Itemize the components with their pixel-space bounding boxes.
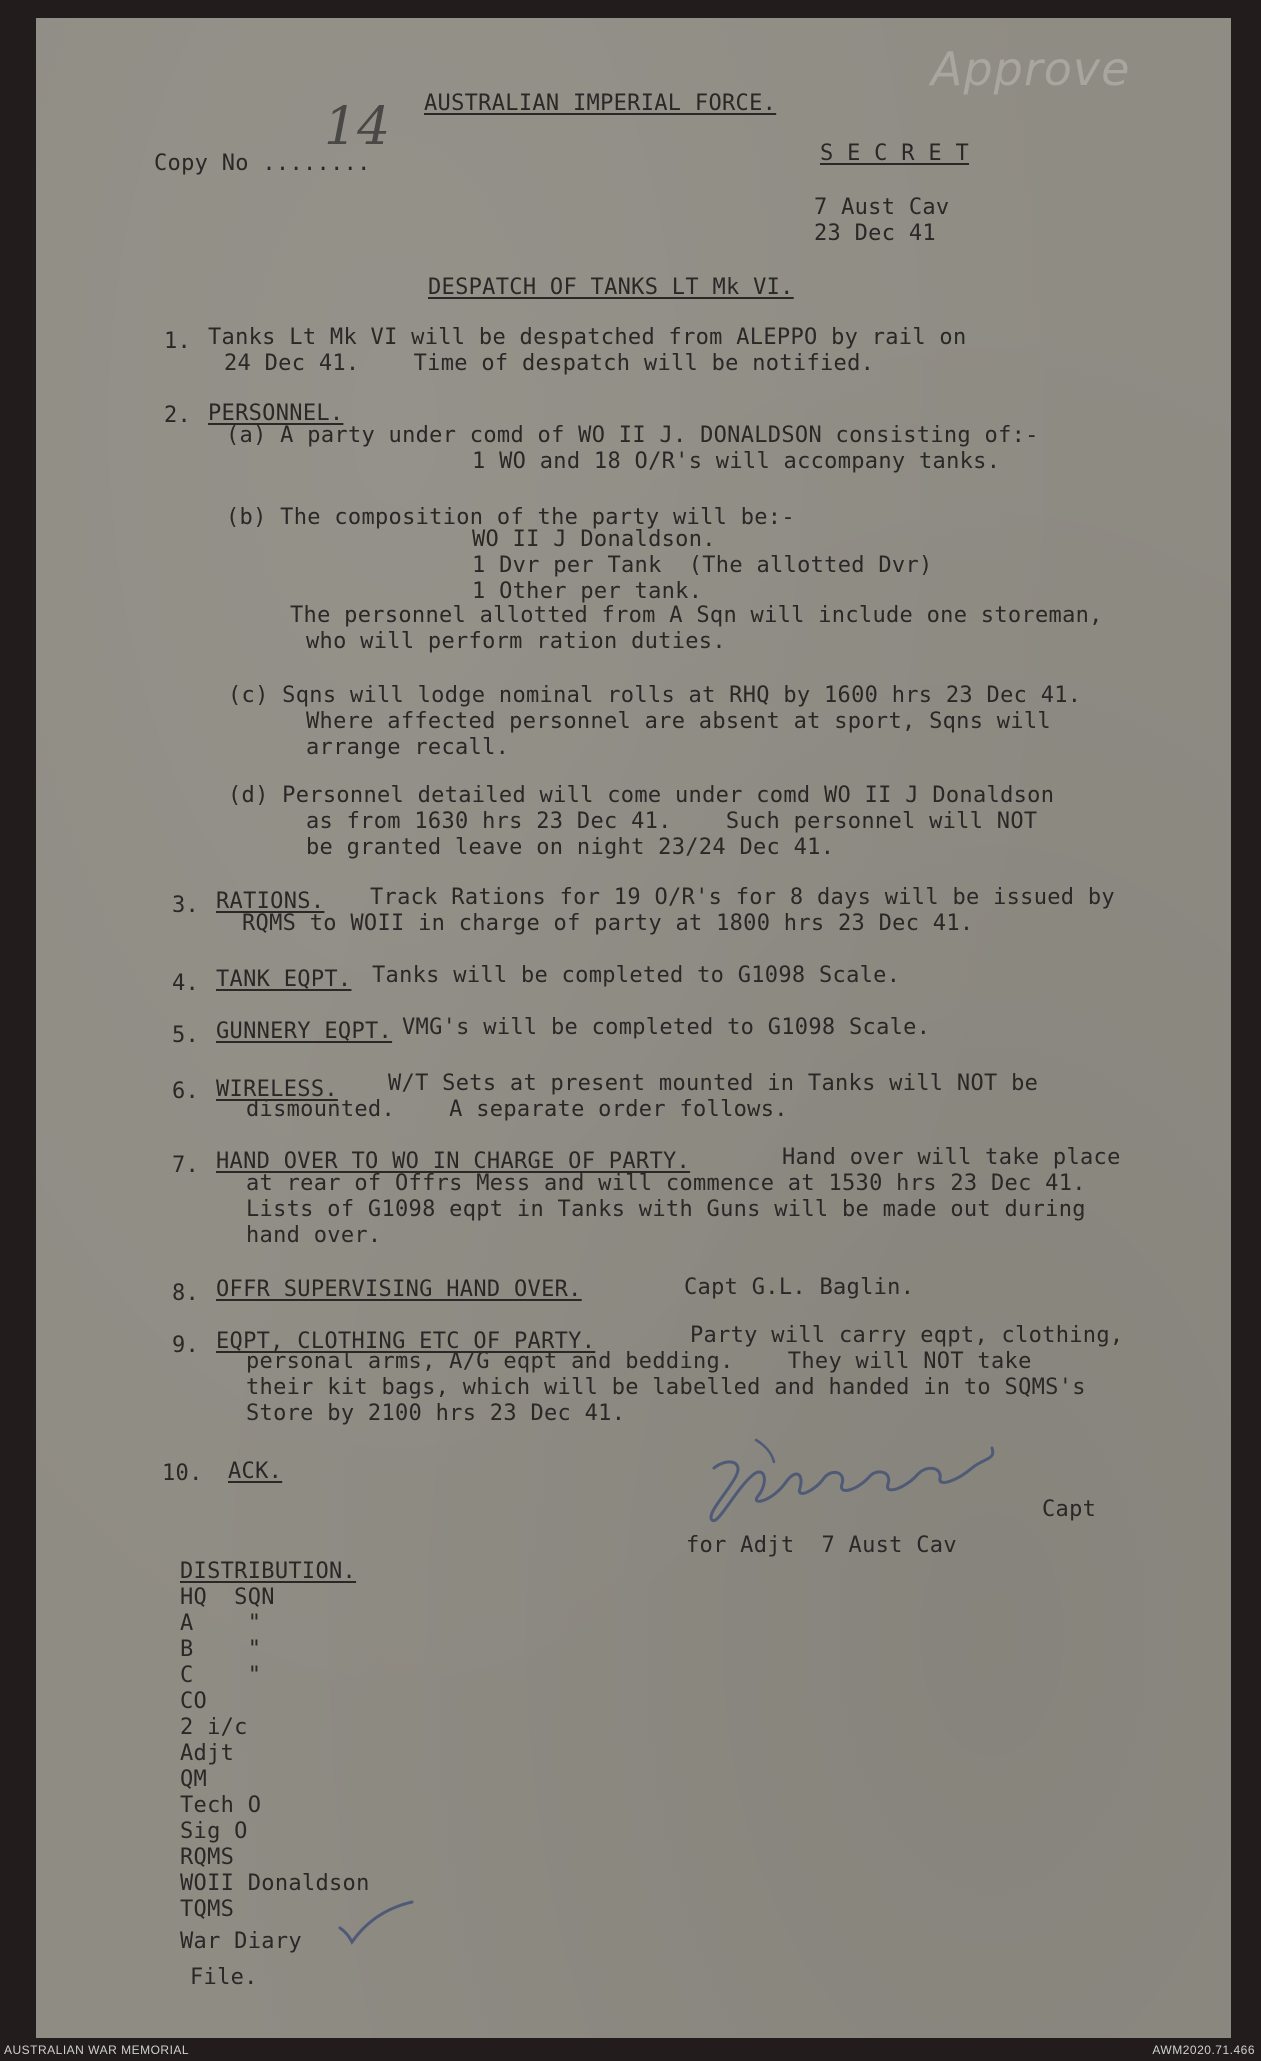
copy-number: 14 — [324, 97, 391, 157]
para-number: 7. — [172, 1153, 200, 1178]
para-line: VMG's will be completed to G1098 Scale. — [402, 1015, 931, 1040]
distribution-item: B " — [180, 1637, 262, 1662]
para-line: The personnel allotted from A Sqn will include one storeman, — [290, 603, 1103, 628]
distribution-item: TQMS — [180, 1897, 235, 1922]
para-line: Party will carry eqpt, clothing, — [690, 1323, 1124, 1348]
para-line: 1 Other per tank. — [472, 579, 703, 604]
distribution-item: Sig O — [180, 1819, 248, 1844]
para-line: at rear of Offrs Mess and will commence at 1530 hrs 23 Dec 41. — [246, 1171, 1086, 1196]
para-line: (d) Personnel detailed will come under comd WO II J Donaldson — [228, 783, 1055, 808]
para-number: 9. — [172, 1333, 200, 1358]
distribution-item: File. — [190, 1965, 258, 1990]
para-heading: PERSONNEL. — [208, 401, 344, 426]
para-line: 1 Dvr per Tank (The allotted Dvr) — [472, 553, 933, 578]
para-heading: ACK. — [228, 1459, 283, 1484]
para-line: Track Rations for 19 O/R's for 8 days will be issued by — [370, 885, 1115, 910]
para-line: Capt G.L. Baglin. — [684, 1275, 915, 1300]
footer-archive-name: AUSTRALIAN WAR MEMORIAL — [4, 2043, 190, 2057]
para-line: hand over. — [246, 1223, 382, 1248]
distribution-item: Tech O — [180, 1793, 262, 1818]
para-number: 1. — [164, 329, 192, 354]
para-line: (a) A party under comd of WO II J. DONALDSON consisting of:- — [226, 423, 1039, 448]
para-line: dismounted. A separate order follows. — [246, 1097, 788, 1122]
para-line: Store by 2100 hrs 23 Dec 41. — [246, 1401, 626, 1426]
para-line: Hand over will take place — [782, 1145, 1121, 1170]
para-line: RQMS to WOII in charge of party at 1800 hrs 23 Dec 41. — [242, 911, 974, 936]
para-number: 8. — [172, 1281, 200, 1306]
para-number: 2. — [164, 403, 192, 428]
para-number: 4. — [172, 971, 200, 996]
distribution-heading: DISTRIBUTION. — [180, 1559, 357, 1584]
para-line: Tanks Lt Mk VI will be despatched from ALEPPO by rail on — [208, 325, 967, 350]
para-line: arrange recall. — [306, 735, 510, 760]
para-line: be granted leave on night 23/24 Dec 41. — [306, 835, 835, 860]
para-line: WO II J Donaldson. — [472, 527, 716, 552]
footer-accession-number: AWM2020.71.466 — [1152, 2043, 1255, 2057]
para-heading: RATIONS. — [216, 889, 325, 914]
para-line: W/T Sets at present mounted in Tanks will NOT be — [388, 1071, 1039, 1096]
para-heading: EQPT, CLOTHING ETC OF PARTY. — [216, 1329, 596, 1354]
distribution-item: RQMS — [180, 1845, 235, 1870]
para-line: their kit bags, which will be labelled and handed in to SQMS's — [246, 1375, 1086, 1400]
classification: S E C R E T — [820, 141, 969, 166]
para-number: 6. — [172, 1079, 200, 1104]
signatory-line: for Adjt 7 Aust Cav — [686, 1533, 957, 1558]
pencil-annotation: Approve — [931, 42, 1131, 96]
para-heading: WIRELESS. — [216, 1077, 338, 1102]
para-line: Where affected personnel are absent at sport, Sqns will — [306, 709, 1051, 734]
distribution-item: WOII Donaldson — [180, 1871, 370, 1896]
para-line: Tanks will be completed to G1098 Scale. — [372, 963, 901, 988]
para-number: 10. — [162, 1461, 203, 1486]
signatory-rank: Capt — [1042, 1497, 1097, 1522]
para-number: 5. — [172, 1023, 200, 1048]
check-mark-icon — [336, 1898, 416, 1948]
para-line: as from 1630 hrs 23 Dec 41. Such personnel will NOT — [306, 809, 1038, 834]
para-heading: TANK EQPT. — [216, 967, 352, 992]
para-line: personal arms, A/G eqpt and bedding. They will NOT take — [246, 1349, 1032, 1374]
distribution-item: C " — [180, 1663, 262, 1688]
para-line: (b) The composition of the party will be:- — [226, 505, 795, 530]
date: 23 Dec 41 — [814, 221, 936, 246]
para-line: who will perform ration duties. — [306, 629, 726, 654]
distribution-item: War Diary — [180, 1929, 302, 1954]
para-line: 24 Dec 41. Time of despatch will be notified. — [224, 351, 875, 376]
distribution-item: Adjt — [180, 1741, 235, 1766]
para-line: 1 WO and 18 O/R's will accompany tanks. — [472, 449, 1001, 474]
distribution-item: CO — [180, 1689, 208, 1714]
para-line: (c) Sqns will lodge nominal rolls at RHQ by 1600 hrs 23 Dec 41. — [228, 683, 1082, 708]
subject-heading: DESPATCH OF TANKS LT Mk VI. — [428, 275, 794, 300]
para-heading: GUNNERY EQPT. — [216, 1019, 393, 1044]
distribution-item: HQ SQN — [180, 1585, 275, 1610]
copy-label: Copy No ........ — [154, 151, 371, 176]
para-number: 3. — [172, 893, 200, 918]
document-page — [36, 18, 1231, 2038]
distribution-item: A " — [180, 1611, 262, 1636]
distribution-item: 2 i/c — [180, 1715, 248, 1740]
para-line: Lists of G1098 eqpt in Tanks with Guns will be made out during — [246, 1197, 1086, 1222]
unit: 7 Aust Cav — [814, 195, 950, 220]
distribution-item: QM — [180, 1767, 208, 1792]
handwritten-signature — [696, 1418, 1036, 1528]
para-heading: HAND OVER TO WO IN CHARGE OF PARTY. — [216, 1149, 691, 1174]
para-heading: OFFR SUPERVISING HAND OVER. — [216, 1277, 582, 1302]
document-title: AUSTRALIAN IMPERIAL FORCE. — [424, 91, 777, 116]
